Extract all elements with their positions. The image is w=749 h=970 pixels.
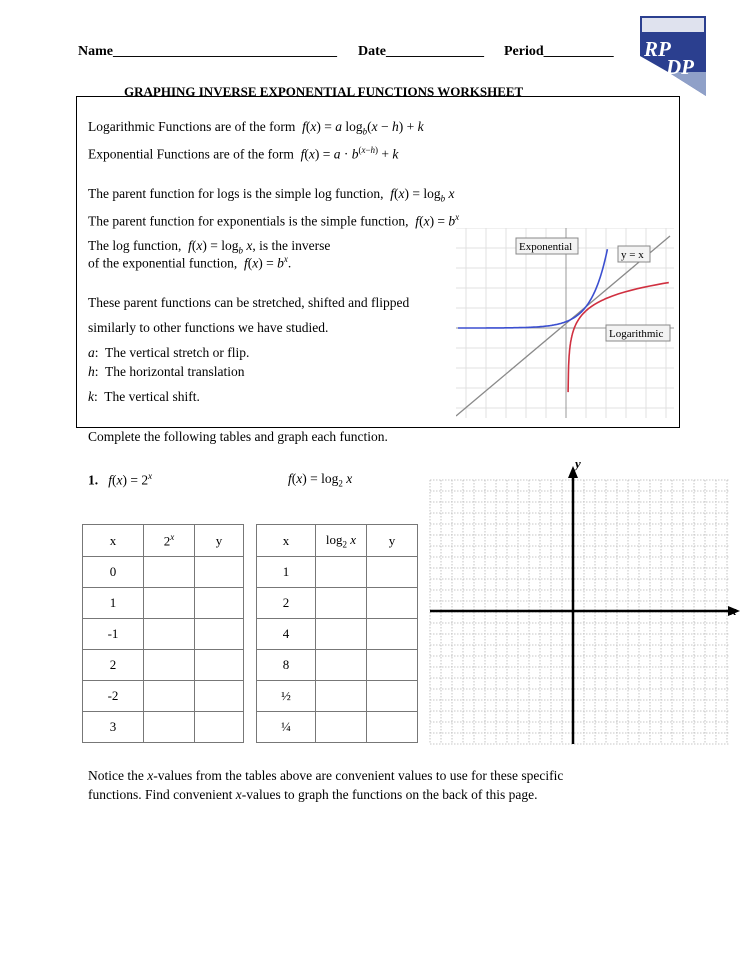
grid-x-label: x (730, 603, 737, 618)
answer-cell[interactable] (144, 619, 195, 650)
x-value: ½ (257, 681, 316, 712)
answer-cell[interactable] (195, 588, 244, 619)
grid-y-label: y (575, 460, 581, 471)
logarithmic-table (256, 524, 418, 743)
footer-line-2: functions. Find convenient x-values to graph the functions on the back of this page. (88, 787, 538, 802)
answer-cell[interactable] (367, 712, 418, 743)
param-a: a: The vertical stretch or flip. (88, 345, 250, 360)
answer-cell[interactable] (316, 619, 367, 650)
answer-cell[interactable] (144, 588, 195, 619)
date-line: Date______________ (358, 44, 484, 59)
instructions: Complete the following tables and graph each function. (88, 429, 388, 444)
stretch-line-2: similarly to other functions we have studied. (88, 320, 329, 335)
answer-cell[interactable] (195, 619, 244, 650)
column-header: x (257, 525, 316, 557)
svg-text:RP: RP (644, 37, 671, 61)
answer-cell[interactable] (316, 712, 367, 743)
column-header: y (367, 525, 418, 557)
exp-form-line: Exponential Functions are of the form $f(x) = a \cdot b^{(x-h)} + k$ (88, 145, 399, 162)
x-value: -1 (83, 619, 144, 650)
x-value: -2 (83, 681, 144, 712)
logarithmic-label: Logarithmic (609, 328, 664, 340)
answer-cell[interactable] (144, 681, 195, 712)
svg-text:DP: DP (666, 55, 694, 79)
answer-cell[interactable] (367, 619, 418, 650)
x-value: 4 (257, 619, 316, 650)
yx-label: y = x (621, 249, 644, 261)
answer-cell[interactable] (316, 588, 367, 619)
log-form-line: Logarithmic Functions are of the form f(x) = a $\log_b(x - h) + k$ (88, 119, 424, 137)
inverse-line-2: of the exponential function, $f(x) = b^x$. (88, 254, 292, 271)
answer-cell[interactable] (195, 712, 244, 743)
param-k: k: The vertical shift. (88, 389, 200, 404)
answer-cell[interactable] (367, 650, 418, 681)
stretch-line-1: These parent functions can be stretched, shifted and flipped (88, 295, 410, 310)
exponential-table (82, 524, 244, 743)
period-line: Period__________ (504, 44, 614, 59)
answer-cell[interactable] (195, 557, 244, 588)
x-value: 2 (83, 650, 144, 681)
column-header: y (195, 525, 244, 557)
name-line: Name________________________________ (78, 44, 337, 59)
problem-1-label: 1. $f(x) = 2^x$ (88, 471, 153, 488)
x-value: 1 (83, 588, 144, 619)
column-header: x (83, 525, 144, 557)
answer-cell[interactable] (195, 650, 244, 681)
parent-exp-line: The parent function for exponentials is the simple function, $f(x) = b^x$ (88, 212, 460, 229)
x-value: 8 (257, 650, 316, 681)
x-value: 3 (83, 712, 144, 743)
answer-cell[interactable] (195, 681, 244, 712)
column-header: $\log_2 x$ (316, 525, 367, 557)
answer-cell[interactable] (367, 588, 418, 619)
param-h: h: The horizontal translation (88, 364, 245, 379)
answer-cell[interactable] (144, 557, 195, 588)
worksheet-title: GRAPHING INVERSE EXPONENTIAL FUNCTIONS WORKSHEET (124, 84, 524, 99)
inverse-functions-graph (456, 228, 674, 418)
answer-cell[interactable] (316, 650, 367, 681)
answer-cell[interactable] (316, 557, 367, 588)
problem-1-log-label: $f(x) = \log_2 x$ (288, 471, 353, 489)
x-value: 1 (257, 557, 316, 588)
column-header: 2$^x$ (144, 525, 195, 557)
inverse-line-1: The log function, $f(x) = \log_b x$, is the inverse (88, 238, 331, 256)
answer-cell[interactable] (144, 712, 195, 743)
x-value: 2 (257, 588, 316, 619)
answer-cell[interactable] (367, 557, 418, 588)
x-value: ¼ (257, 712, 316, 743)
parent-log-line: The parent function for logs is the simple log function, $f(x) = \log_b x$ (88, 186, 455, 204)
exponential-label: Exponential (519, 241, 573, 253)
blank-coordinate-grid[interactable] (426, 460, 744, 750)
answer-cell[interactable] (367, 681, 418, 712)
school-logo (628, 12, 710, 98)
answer-cell[interactable] (316, 681, 367, 712)
answer-cell[interactable] (144, 650, 195, 681)
footer-line-1: Notice the x-values from the tables above are convenient values to use for these specific (88, 768, 564, 783)
x-value: 0 (83, 557, 144, 588)
